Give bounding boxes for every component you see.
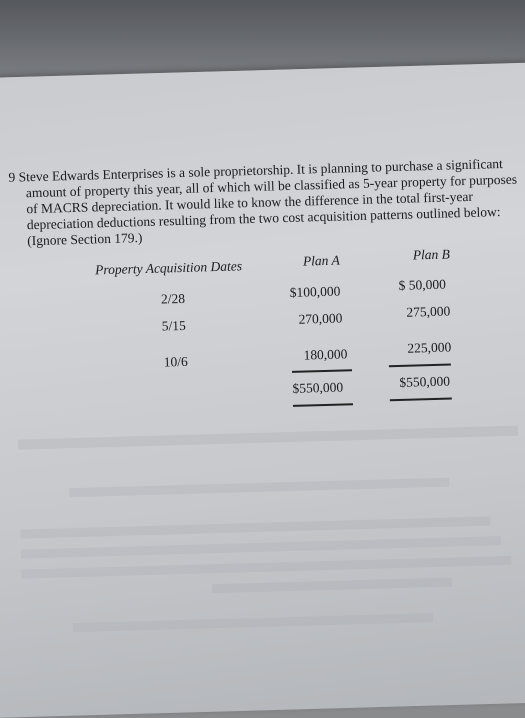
row-1-date: 2/28 xyxy=(160,290,186,307)
total-plan-b: $550,000 xyxy=(399,373,451,390)
plan-a-subtotal-rule xyxy=(292,369,352,372)
row-3-date: 10/6 xyxy=(163,353,188,370)
row-3-plan-a: 180,000 xyxy=(303,346,348,363)
row-1-plan-b: $ 50,000 xyxy=(398,276,447,293)
plan-b-total-rule xyxy=(390,397,452,400)
row-2-plan-b: 275,000 xyxy=(406,303,451,320)
row-3-plan-b: 225,000 xyxy=(407,339,452,356)
header-plan-b: Plan B xyxy=(412,246,451,263)
header-plan-a: Plan A xyxy=(302,252,341,269)
problem-text: Steve Edwards Enterprises is a sole proprietorship. It is planning to purchase a significant amount of property this year, all of which will be classified as 5-year property for purposes of MACRS depreciation. It would like to know the difference in the total first-year depreciation deductions resulting from the two cost acquisition patterns outlined below: (Ignore Section 179.) xyxy=(18,155,518,249)
row-2-plan-a: 270,000 xyxy=(298,310,343,327)
plan-a-total-rule xyxy=(293,403,353,406)
header-acquisition-dates: Property Acquisition Dates xyxy=(94,258,243,278)
plan-b-subtotal-rule xyxy=(389,363,451,366)
row-2-date: 5/15 xyxy=(161,317,186,334)
problem-number: 9 xyxy=(8,169,16,185)
total-plan-a: $550,000 xyxy=(292,379,344,396)
row-1-plan-a: $100,000 xyxy=(289,283,341,300)
